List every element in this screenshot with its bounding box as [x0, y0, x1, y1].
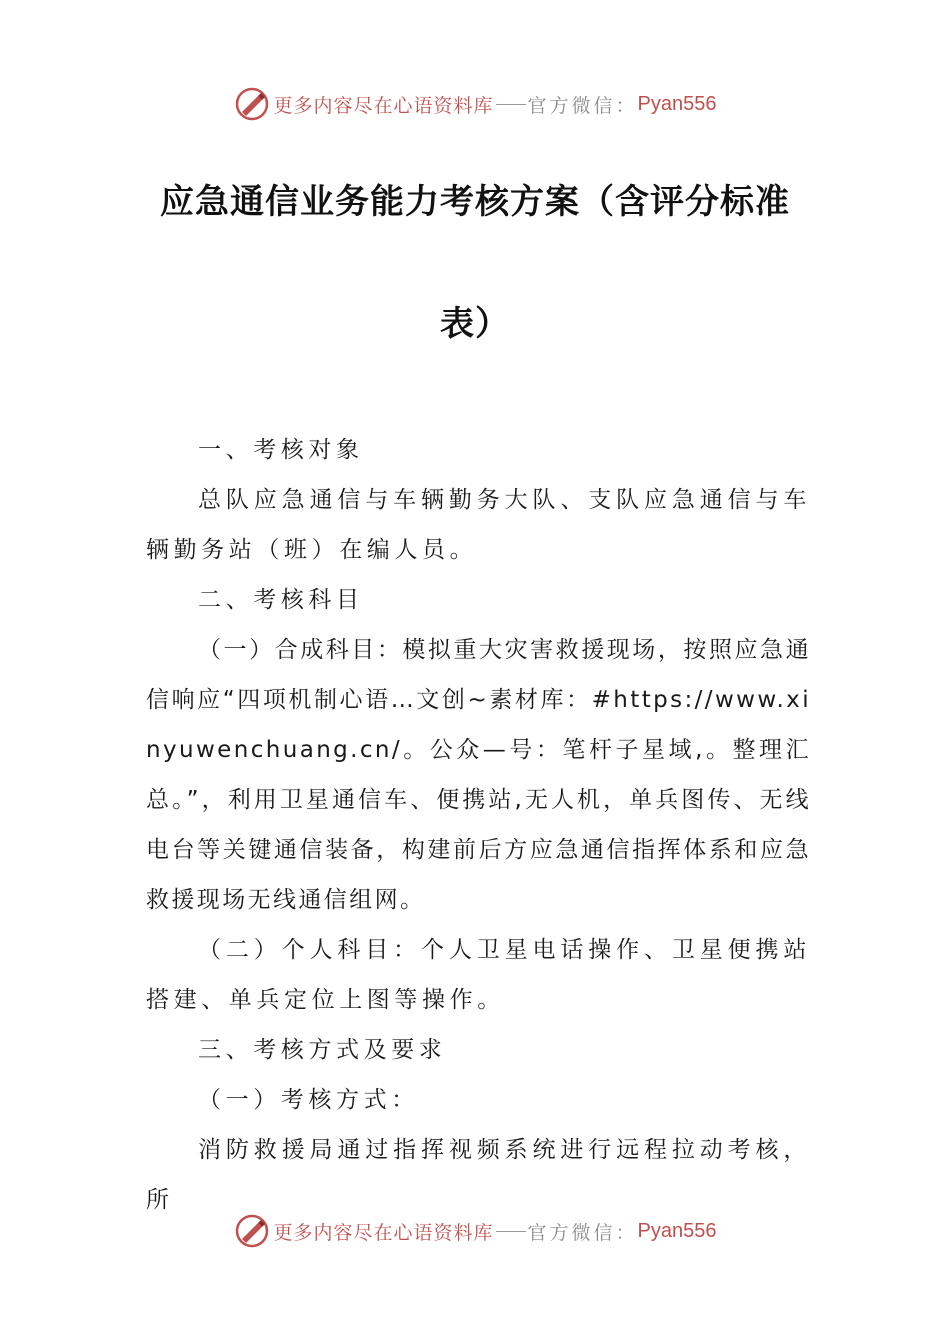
paragraph: 消防救援局通过指挥视频系统进行远程拉动考核，所 [146, 1137, 811, 1213]
watermark-banner-top [0, 84, 950, 124]
watermark-text: 更多内容尽在心语资料库 [273, 1221, 494, 1244]
paragraph: 总队应急通信与车辆勤务大队、支队应急通信与车辆勤务站（班）在编人员。 [146, 487, 811, 563]
watermark-label: 官方微信： [527, 94, 638, 117]
document-title-line2: 表） [440, 304, 510, 344]
document-title-line1: 应急通信业务能力考核方案（含评分标准 [160, 182, 790, 222]
watermark-id: Pyan556 [637, 92, 717, 115]
watermark-label: 官方微信： [527, 1221, 638, 1244]
watermark-id: Pyan556 [637, 1219, 717, 1242]
section-heading: 二、考核科目 [198, 587, 364, 613]
subsection-heading: （一）考核方式： [198, 1087, 419, 1113]
document-body [146, 425, 811, 1225]
watermark-dash [496, 104, 526, 105]
paragraph: （一）合成科目：模拟重大灾害救援现场，按照应急通信响应“四项机制心语…文创~素材库：#https://www.xinyuwenchuang.cn/。公众—号：笔杆子星域,。整理汇总。”，利用卫星通信车、便携站,无人机，单兵图传、无线电台等关键通信装备，构建前后方应急通信指挥体系和应急救援现场无线通信组网。 [146, 637, 811, 913]
section-heading: 三、考核方式及要求 [198, 1037, 447, 1063]
watermark-banner-bottom [0, 1211, 950, 1251]
watermark-text: 更多内容尽在心语资料库 [273, 94, 494, 117]
watermark-dash [496, 1231, 526, 1232]
pen-logo-icon [234, 1213, 270, 1249]
section-heading: 一、考核对象 [198, 437, 364, 463]
pen-logo-icon [234, 86, 270, 122]
paragraph: （二）个人科目：个人卫星电话操作、卫星便携站搭建、单兵定位上图等操作。 [146, 937, 811, 1013]
